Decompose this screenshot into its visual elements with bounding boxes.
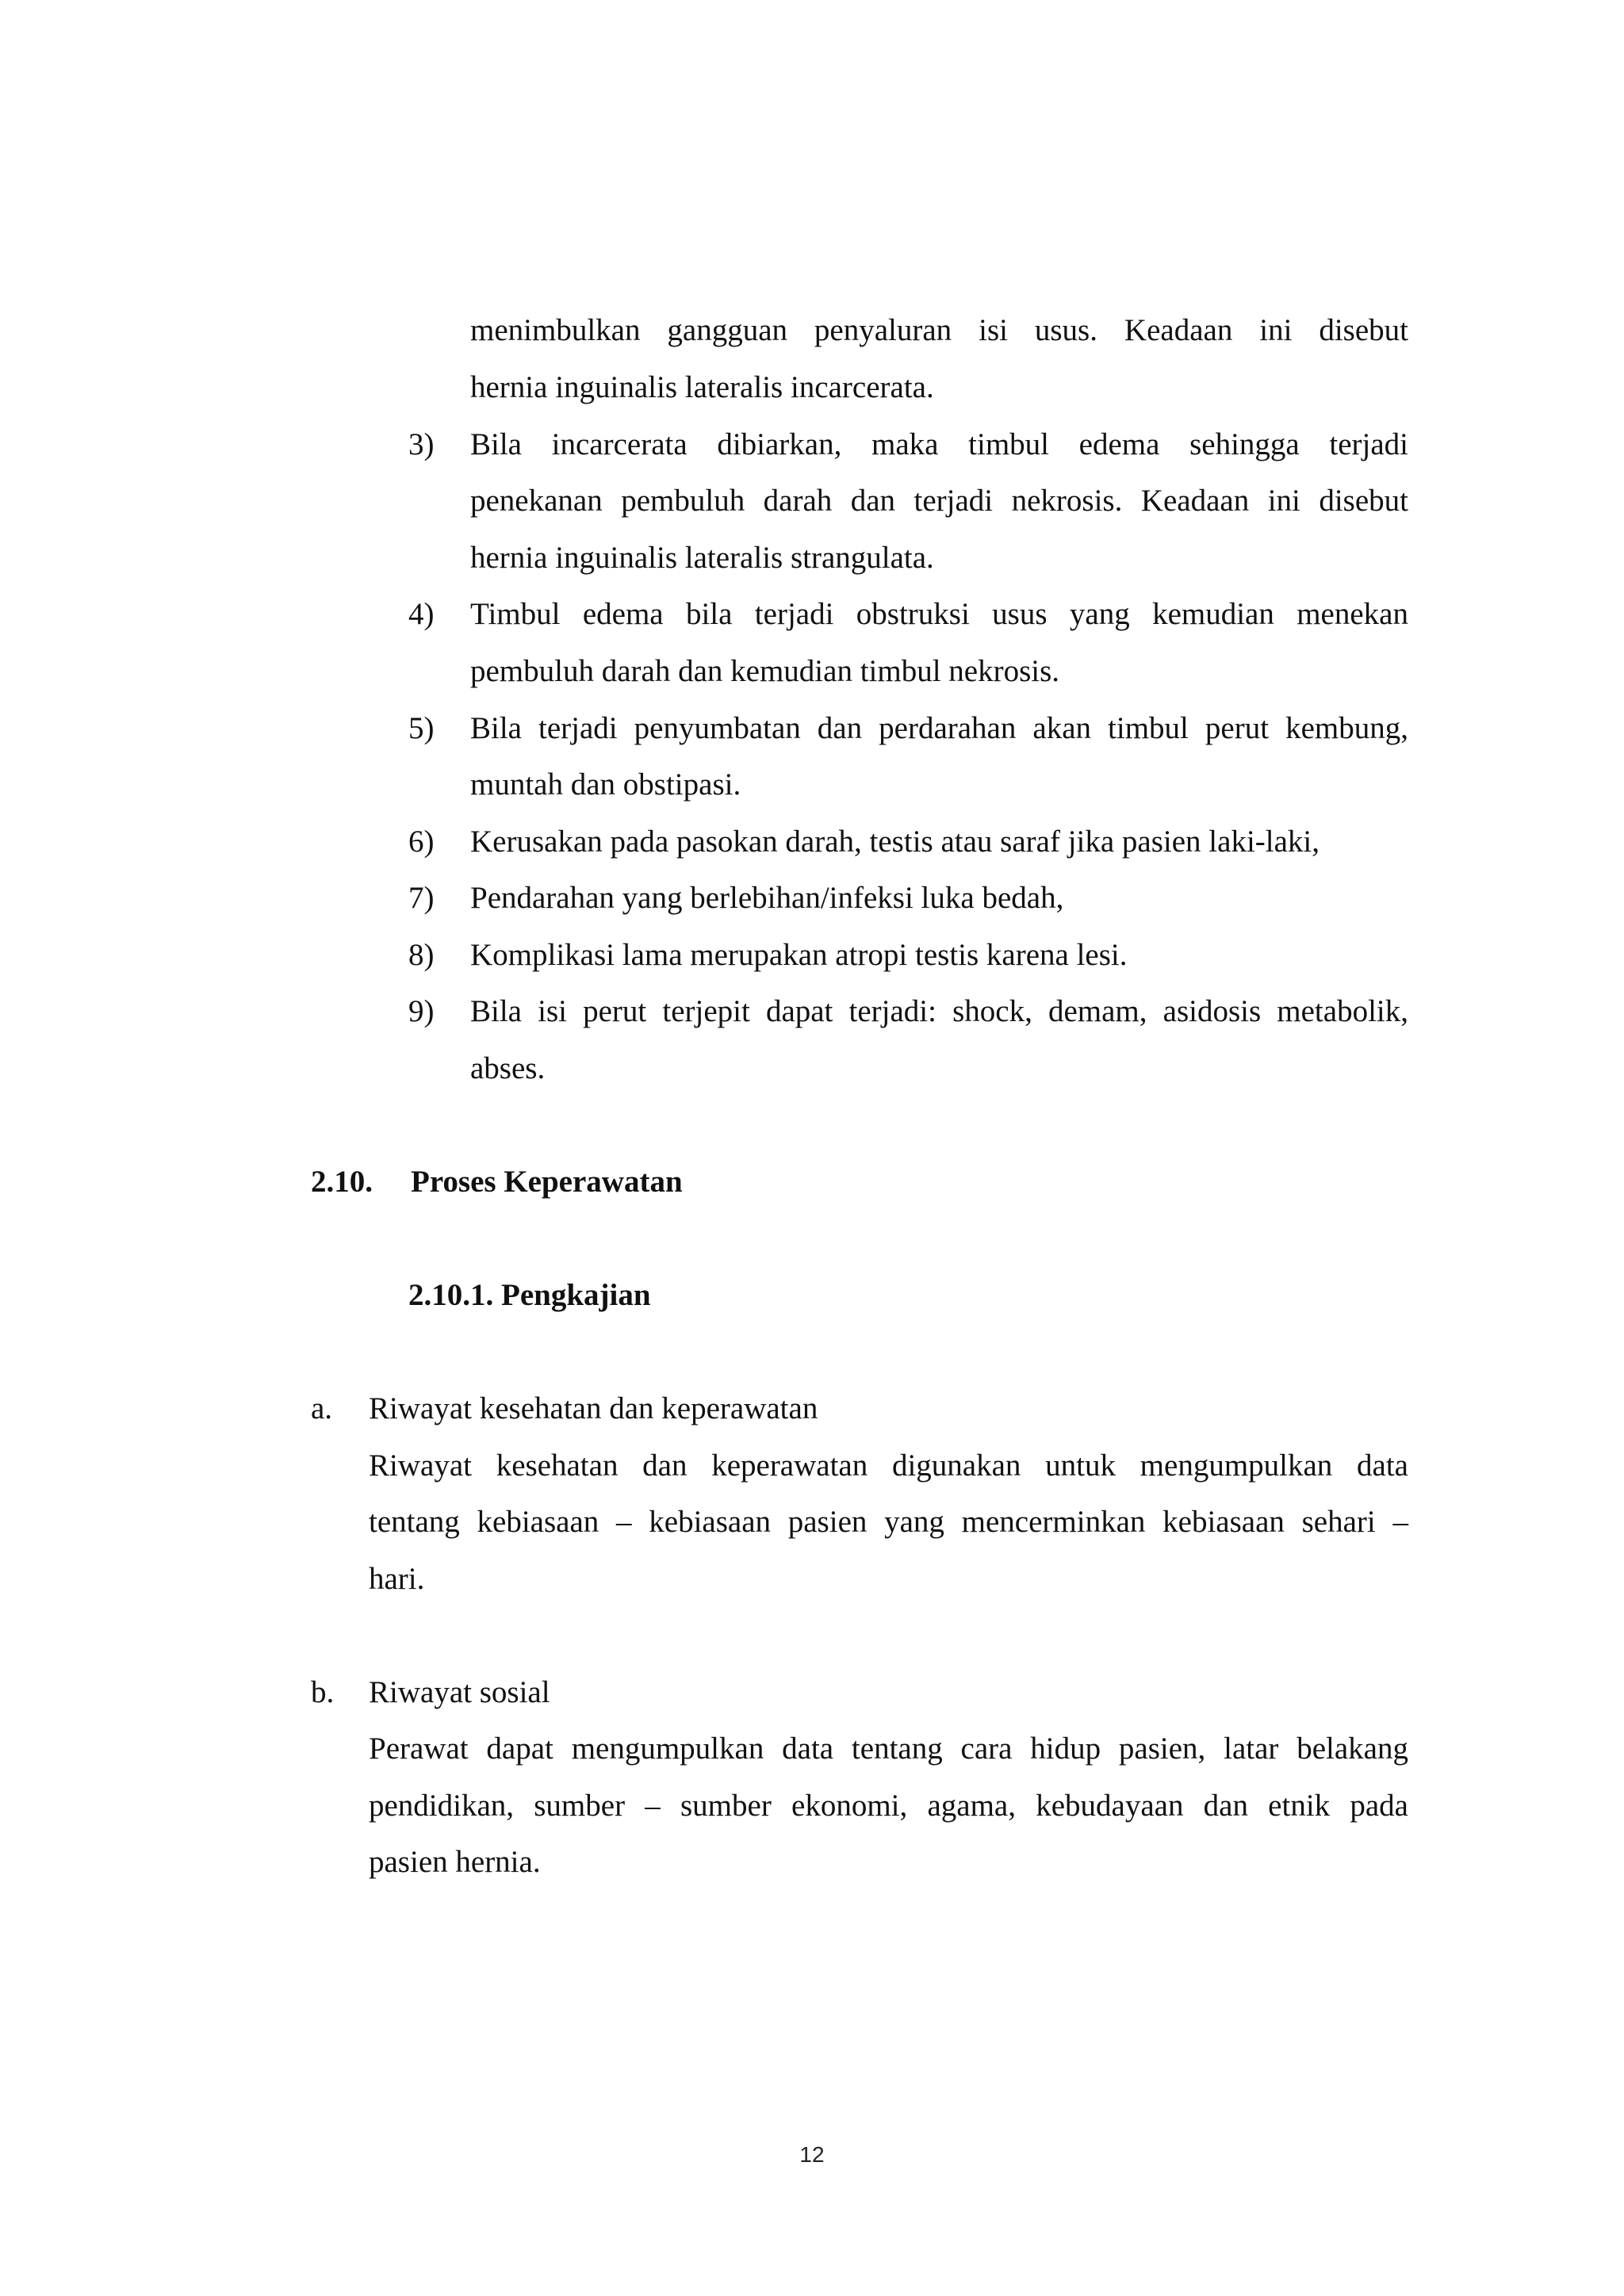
item-letter: a. [311, 1391, 333, 1425]
paragraph-line: Riwayat kesehatan dan keperawatan digunakan untuk mengumpulkan data [369, 1448, 1408, 1483]
list-number: 7) [408, 881, 435, 915]
paragraph-line: tentang kebiasaan – kebiasaan pasien yang mencerminkan kebiasaan sehari – [369, 1505, 1408, 1539]
list-number: 5) [408, 711, 435, 745]
list-item-line: pembuluh darah dan kemudian timbul nekrosis. [470, 654, 1060, 688]
list-item-line: penekanan pembuluh darah dan terjadi nekrosis. Keadaan ini disebut [470, 484, 1408, 518]
paragraph-line: Perawat dapat mengumpulkan data tentang cara hidup pasien, latar belakang [369, 1732, 1408, 1766]
section-title: Proses Keperawatan [411, 1165, 683, 1199]
list-item-line: Kerusakan pada pasokan darah, testis atau saraf jika pasien laki-laki, [470, 825, 1320, 859]
list-item-line: Bila incarcerata dibiarkan, maka timbul edema sehingga terjadi [470, 427, 1408, 461]
paragraph-line: pasien hernia. [369, 1845, 541, 1879]
item-title: Riwayat kesehatan dan keperawatan [369, 1391, 818, 1425]
paragraph-line: pendidikan, sumber – sumber ekonomi, agama, kebudayaan dan etnik pada [369, 1789, 1408, 1823]
item-title: Riwayat sosial [369, 1675, 550, 1709]
list-number: 3) [408, 427, 435, 461]
list-item-line: Bila isi perut terjepit dapat terjadi: shock, demam, asidosis metabolik, [470, 994, 1408, 1028]
paragraph-line: menimbulkan gangguan penyaluran isi usus. Keadaan ini disebut [470, 313, 1408, 347]
list-number: 4) [408, 597, 435, 631]
list-item-line: Pendarahan yang berlebihan/infeksi luka bedah, [470, 881, 1064, 915]
section-number: 2.10. [311, 1165, 373, 1199]
list-item-line: Komplikasi lama merupakan atropi testis karena lesi. [470, 938, 1128, 972]
list-number: 9) [408, 994, 435, 1028]
list-number: 6) [408, 825, 435, 859]
subsection-title: 2.10.1. Pengkajian [408, 1278, 651, 1312]
list-item-line: abses. [470, 1051, 546, 1085]
list-number: 8) [408, 938, 435, 972]
list-item-line: muntah dan obstipasi. [470, 767, 741, 802]
paragraph-line: hernia inguinalis lateralis incarcerata. [470, 370, 934, 404]
item-letter: b. [311, 1675, 335, 1709]
list-item-line: Bila terjadi penyumbatan dan perdarahan akan timbul perut kembung, [470, 711, 1408, 745]
page-number: 12 [799, 2142, 825, 2167]
list-item-line: Timbul edema bila terjadi obstruksi usus yang kemudian menekan [470, 597, 1408, 631]
paragraph-line: hari. [369, 1562, 425, 1596]
list-item-line: hernia inguinalis lateralis strangulata. [470, 541, 934, 575]
